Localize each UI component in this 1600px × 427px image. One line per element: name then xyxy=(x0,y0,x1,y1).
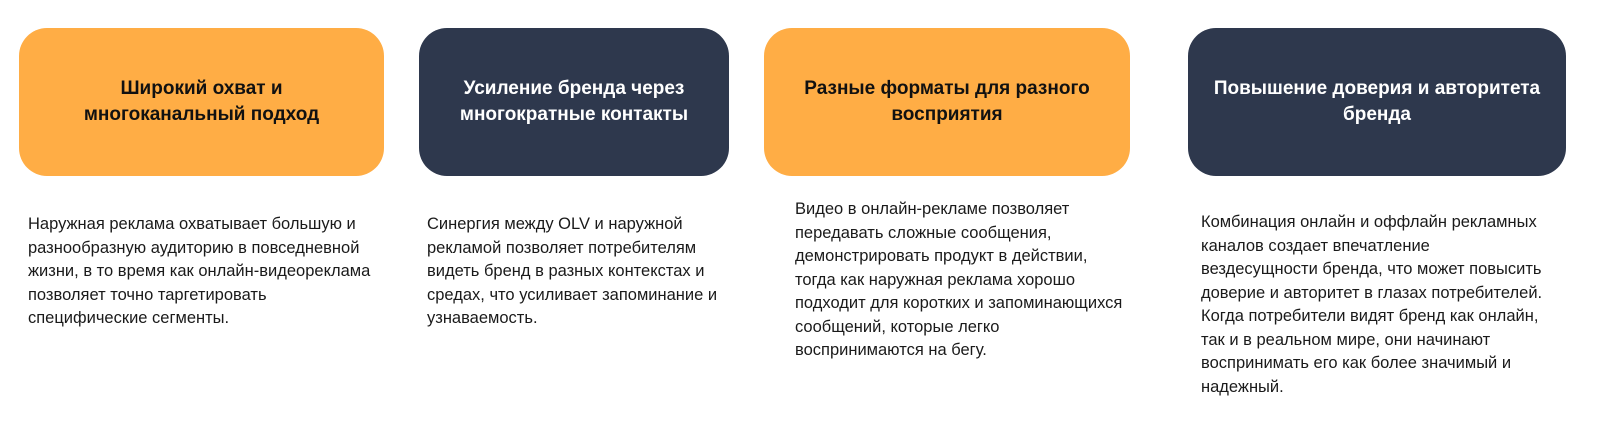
card-title: Разные форматы для разного восприятия xyxy=(804,78,1090,125)
card-title: Повышение доверия и авторитета бренда xyxy=(1213,78,1541,125)
card-title: Широкий охват и многоканальный подход xyxy=(83,78,320,125)
card-title: Усиление бренда через многократные контакты xyxy=(459,78,689,125)
card-description: Комбинация онлайн и оффлайн рекламных каналов создает впечатление вездесущности бренда, что может повысить доверие и авторитет в глазах потребителей. Когда потребители видят бренд как онлайн, так и в реальном мире, они начинают воспринимать его как более значимый и надежный. xyxy=(1201,213,1543,396)
card-description: Синергия между OLV и наружной рекламой позволяет потребителям видеть бренд в разных контекстах и средах, что усиливает запоминание и узнаваемость. xyxy=(427,215,718,327)
card-formats xyxy=(764,28,1130,176)
card-description: Наружная реклама охватывает большую и разнообразную аудиторию в повседневной жизни, в то время как онлайн-видеореклама позволяет точно таргетировать специфические сегменты. xyxy=(28,215,371,327)
card-description: Видео в онлайн-рекламе позволяет передавать сложные сообщения, демонстрировать продукт в действии, тогда как наружная реклама хорошо подходит для коротких и запоминающихся сообщений, которые легко воспринимаются на бегу. xyxy=(795,200,1123,359)
card-brand-reinforcement xyxy=(419,28,729,176)
card-broad-reach xyxy=(19,28,384,176)
card-trust-authority xyxy=(1188,28,1566,176)
